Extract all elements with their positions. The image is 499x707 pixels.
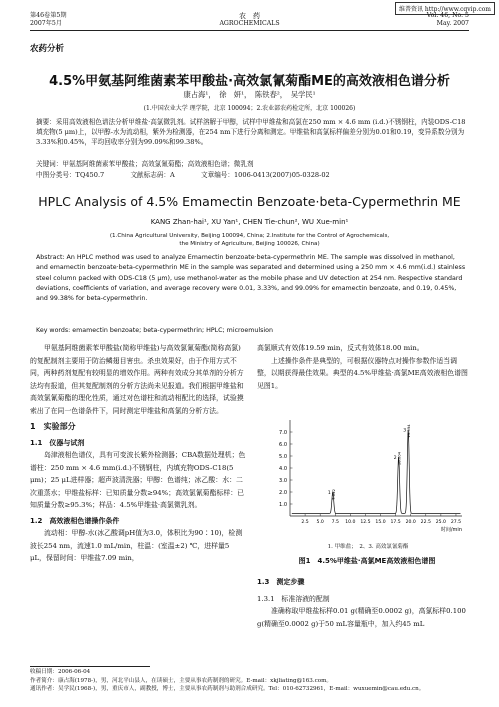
y-tick-label: 3.0 — [279, 477, 287, 484]
watermark-stamp: 维普资讯 http://www.cqvip.com — [395, 2, 495, 15]
affiliation-en-line1: (1.China Agricultural University, Beijing 100094, China; 2.Institute for the Control of Agrochemicals, — [109, 233, 390, 239]
figure-reference-paragraph: 上述操作条件是典型的，可根据仪器特点对操作参数作适当调整，以期获得最佳效果。典型的4.5%甲维盐·高氯ME高效液相色谱图见图1。 — [257, 356, 468, 390]
y-tick-label: 1.0 — [279, 501, 287, 508]
keywords-en: Key words: emamectin benzoate; beta-cypermethrin; HPLC; microemulsion — [36, 327, 273, 334]
header-rule — [30, 30, 469, 31]
affiliation-en-line2: the Ministry of Agriculture, Beijing 100026, China) — [179, 241, 320, 247]
keywords-cn: 关键词：甲氨基阿维菌素苯甲酸盐；高效氯氰菊酯；高效液相色谱；微乳剂 — [36, 160, 254, 168]
x-tick-label: 10.0 — [345, 520, 356, 525]
footnotes — [30, 668, 470, 694]
section-heading-experiment: 1 实验部分 — [30, 422, 76, 431]
peak-number-label: 3 — [403, 428, 407, 434]
x-tick-label: 27.5 — [450, 520, 462, 525]
body-right-lower — [257, 576, 469, 630]
header-right — [427, 12, 469, 28]
footnote-rule — [30, 666, 150, 667]
intro-paragraph: 甲氨基阿维菌素苯甲酸盐(简称甲维盐)与高效氯氰菊酯(简称高氯)的复配制剂主要用于防治鳞翅目害虫。杀虫效果好，由于作用方式不同，两种药剂复配有较明显的增效作用。两种有效成分其单剂的分析方法均有报道，但其复配制剂的分析方法尚未见报道。我们根据甲维盐和高效氯氰菊酯的理化性质，通过对色谱柱和流动相配比的选择，试验摸索出了在同一色谱条件下，同时测定甲维盐和高氯的分析方法。 — [30, 344, 244, 415]
paper-title-cn: 4.5%甲氨基阿维菌素苯甲酸盐·高效氯氰菊酯ME的高效液相色谱分析 — [49, 74, 450, 89]
header-center — [0, 12, 499, 28]
figure-caption: 图1 4.5%甲维盐·高氯ME高效液相色谱图 — [298, 557, 436, 565]
abstract-en: Abstract: An HPLC method was used to analyze Emamectin benzoate·beta-cypermethrin ME. The sample was dissolved in methanol, and emamectin benzoate·beta-cypermethrin ME in the sample was separated and determined using a 250 mm × 4.6 mm(i.d.) stainless steel column packed with ODS-C18 (5 μm), use methanol-water as the mobile phase and UV detection at 254 nm. Respective standard deviations, coefficients of variation, and average recovery were 0.01, 3.33%, and 99.09% for emamectin benzoate, and 0.19, 0.45%, and 99.38% for beta-cypermethrin. — [36, 254, 466, 303]
article-number: 文章编号：1006-0413(2007)05-0328-02 — [201, 171, 330, 179]
x-tick-label: 20.0 — [405, 520, 416, 525]
journal-name-en: AGROCHEMICALS — [219, 20, 280, 27]
subsection-heading-instruments: 1.1 仪器与试剂 — [30, 438, 85, 447]
x-tick-label: 15.0 — [375, 520, 386, 525]
meta-cn — [36, 170, 468, 180]
chromatogram-figure — [268, 412, 468, 540]
clc-number: 中图分类号：TQ450.7 — [36, 171, 105, 179]
body-left-column — [30, 342, 247, 565]
paper-title-en: HPLC Analysis of 4.5% Emamectin Benzoate·beta-Cypermethrin ME — [38, 194, 461, 209]
x-tick-label: 2.5 — [301, 520, 309, 525]
peak-retention-time-label: 19.594 — [406, 424, 412, 438]
header-volume: Vol. 46, No. 5 — [426, 12, 469, 19]
peak-retention-time-label: 7.092 — [330, 489, 336, 500]
subsection-heading-procedure: 1.3 测定步骤 — [257, 578, 305, 586]
y-tick-label: 2.0 — [279, 489, 287, 496]
footnote-author: 作者简介：康占海(1978-)，男，河北平山县人，在读硕士，主要从事农药制剂的研究。E-mail：xkjliating@163.com。 — [30, 677, 333, 684]
doc-code: 文献标志码：A — [130, 171, 175, 179]
peak-number-label: 1 — [327, 491, 331, 496]
chromatogram-trace — [292, 430, 461, 514]
figure-legend: 1. 甲维盐； 2、3. 高效氯氰菊酯 — [327, 544, 409, 550]
affiliation-en — [0, 232, 499, 248]
peak-retention-time-label: 18.004 — [396, 451, 402, 466]
abstract-cn: 摘要：采用高效液相色谱法分析甲维盐·高氯微乳剂。试样溶解于甲醇，试样中甲维盐和高氯在250 mm × 4.6 mm (i.d.)不锈钢柱，内装ODS-C18 填充物(5 μm)上，以甲醇-水为流动相，紫外为检测器，在254 nm下进行分离和测定。甲维盐和高氯标样偏差分别为0.01和0.19，变异系数分别为3.33%和0.45%，平均回收率分别为99.09%和99.38%。 — [36, 118, 466, 146]
y-tick-label: 6.0 — [279, 441, 287, 448]
journal-name-cn: 农 药 — [239, 12, 260, 20]
authors-en: KANG Zhan-hai¹, XU Yan¹, CHEN Tie-chun², WU Xue-min¹ — [150, 218, 349, 226]
affiliation-cn: (1.中国农业大学 理学院，北京 100094；2.农业部农药检定所，北京 100026) — [143, 105, 356, 112]
subsection-heading-hplc-conditions: 1.2 高效液相色谱操作条件 — [30, 516, 120, 525]
instruments-paragraph: 岛津液相色谱仪，具有可变波长紫外检测器；CBA数据处理机；色谱柱：250 mm × 4.6 mm(i.d.)不锈钢柱，内填充物ODS-C18(5 μm)；25 μL进样器；超声波清洗器；甲醇：色谱纯；冰乙酸：水：二次重蒸水；甲维盐标样：已知质量分数≥94%；高效氯氰菊酯标样：已知质量分数≥95.3%；样品：4.5%甲维盐·高氯微乳剂。 — [30, 451, 246, 509]
standard-solution-paragraph: 准确称取甲维盐标样0.01 g(精确至0.0002 g)，高氯标样0.100 g(精确至0.0002 g)于50 mL容量瓶中，加入约45 mL — [257, 607, 466, 628]
hplc-conditions-paragraph: 流动相：甲醇-水(冰乙酸调pH值为3.0，体积比为90∶10)，检测波长254 nm，流速1.0 mL/min，柱温：(室温±2) ℃，进样量5 μL，保留时间：甲维盐7.09 min， — [30, 529, 243, 562]
header-date: 2007年5月 — [30, 20, 63, 27]
x-tick-label: 22.5 — [420, 520, 431, 525]
body-right-column — [257, 342, 469, 392]
x-tick-label: 7.5 — [331, 520, 339, 525]
x-tick-label: 25.0 — [435, 520, 446, 525]
x-tick-label: 5.0 — [316, 520, 324, 525]
section-tag: 农药分析 — [30, 44, 65, 54]
subsubsection-heading-standard-solution: 1.3.1 标准溶液的配制 — [257, 594, 330, 603]
y-tick-label: 5.0 — [279, 453, 287, 460]
x-tick-label: 17.5 — [390, 520, 401, 525]
x-tick-label: 12.5 — [360, 520, 371, 525]
authors-cn: 康占海¹， 徐 妍¹， 陈铁春²， 吴学民¹ — [183, 90, 316, 99]
peak-number-label: 2 — [393, 456, 397, 462]
footnote-corresponding: 通讯作者：吴学民(1968-)，男，重庆市人，副教授，博士，主要从事农药制剂与助剂合成研究。Tel：010-62732961，E-mail：wuxuemin@cau.edu.cn。 — [30, 686, 425, 692]
y-tick-label: 7.0 — [279, 429, 287, 436]
x-axis-label: 时间/min — [440, 527, 462, 533]
footnote-received: 收稿日期：2006-06-04 — [30, 669, 91, 675]
header-month: May. 2007 — [436, 20, 469, 27]
header-issue: 第46卷第5期 — [30, 12, 67, 19]
retention-times-paragraph: 高氯顺式有效体19.59 min，反式有效体18.00 min。 — [257, 344, 424, 352]
y-tick-label: 4.0 — [279, 465, 287, 472]
